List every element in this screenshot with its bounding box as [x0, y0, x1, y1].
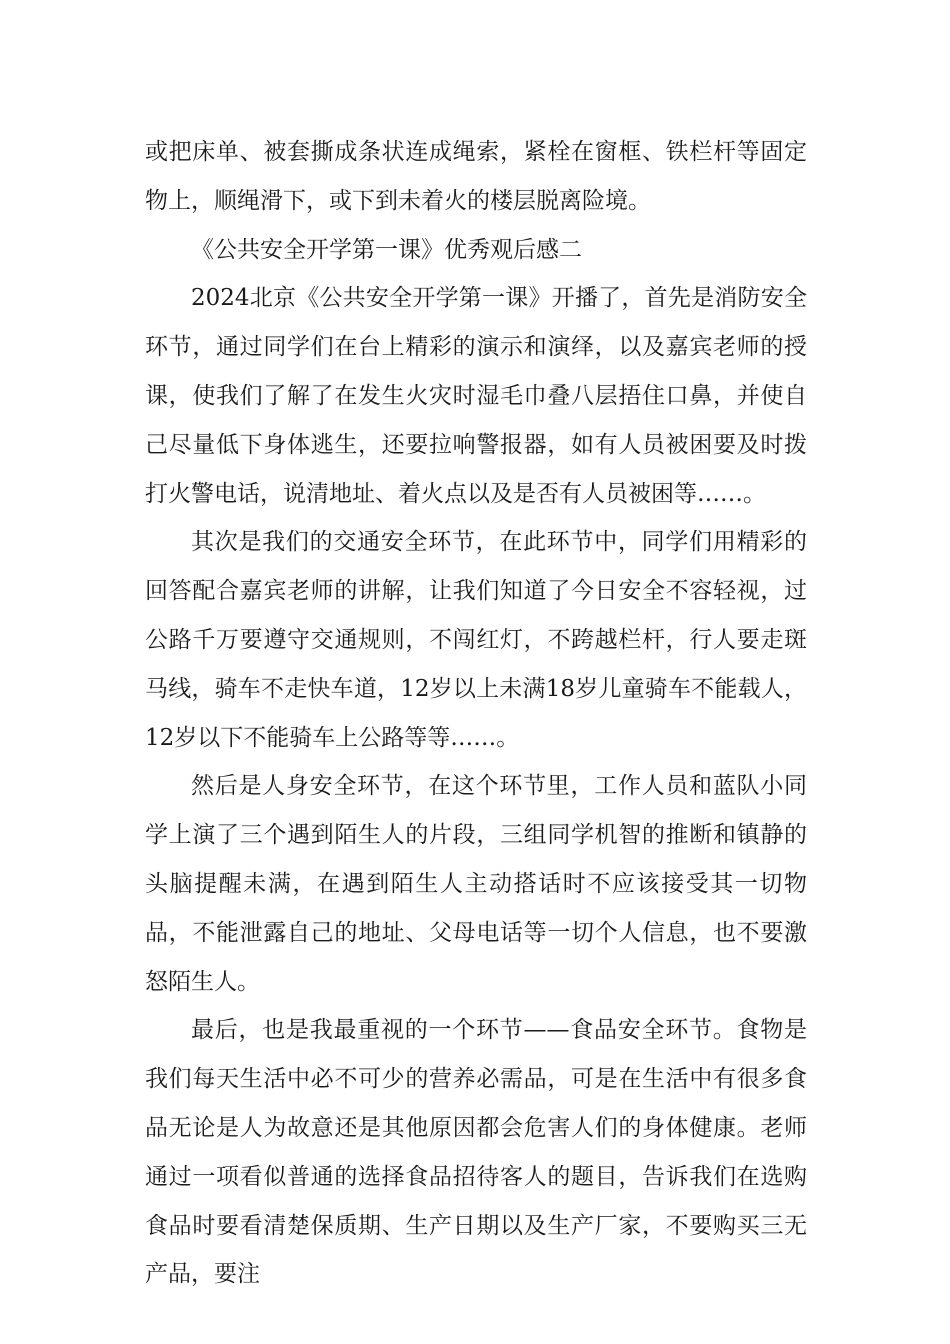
paragraph-food-safety: 最后，也是我最重视的一个环节——食品安全环节。食物是我们每天生活中必不可少的营养必需品，可是在生活中有很多食品无论是人为故意还是其他原因都会危害人们的身体健康。老师通过一项看似普通的选择食品招待客人的题目，告诉我们在选购食品时要看清楚保质期、生产日期以及生产厂家，不要购买三无产品，要注: [145, 1017, 807, 1288]
section-heading: 《公共安全开学第一课》优秀观后感二: [191, 236, 582, 263]
document-body: [145, 128, 807, 1299]
paragraph-traffic-safety: 其次是我们的交通安全环节，在此环节中，同学们用精彩的回答配合嘉宾老师的讲解，让我们知道了今日安全不容轻视，过公路千万要遵守交通规则，不闯红灯，不跨越栏杆，行人要走斑马线，骑车不走快车道，12岁以上未满18岁儿童骑车不能载人，12岁以下不能骑车上公路等等……。: [145, 529, 807, 751]
paragraph-continuation: 或把床单、被套撕成条状连成绳索，紧栓在窗框、铁栏杆等固定物上，顺绳滑下，或下到未着火的楼层脱离险境。: [145, 139, 807, 214]
paragraph-fire-safety: 2024北京《公共安全开学第一课》开播了，首先是消防安全环节，通过同学们在台上精彩的演示和演绎，以及嘉宾老师的授课，使我们了解了在发生火灾时湿毛巾叠八层捂住口鼻，并使自己尽量低下身体逃生，还要拉响警报器，如有人员被困要及时拨打火警电话，说清地址、着火点以及是否有人员被困等……。: [145, 285, 807, 507]
paragraph-personal-safety: 然后是人身安全环节，在这个环节里，工作人员和蓝队小同学上演了三个遇到陌生人的片段，三组同学机智的推断和镇静的头脑提醒未满，在遇到陌生人主动搭话时不应该接受其一切物品，不能泄露自己的地址、父母电话等一切个人信息，也不要激怒陌生人。: [145, 773, 807, 995]
